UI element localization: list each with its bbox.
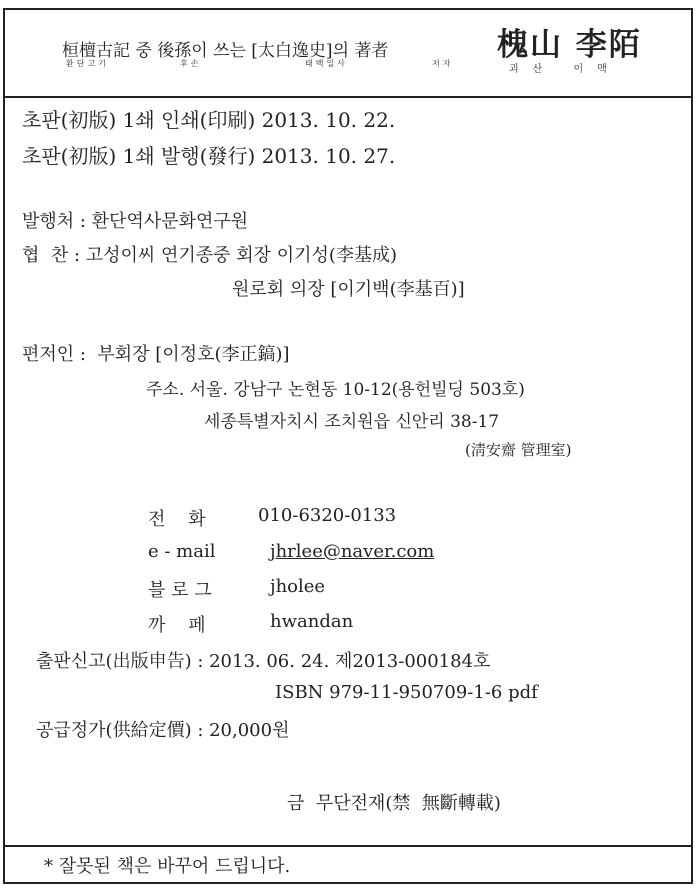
cafe-value: hwandan (270, 611, 354, 632)
registration-line: 출판신고(出版申告) : 2013. 06. 24. 제2013-000184호 (36, 651, 491, 672)
email-link[interactable]: jhrlee@naver.com (270, 541, 435, 562)
footer-note: * 잘못된 책은 바꾸어 드립니다. (44, 856, 291, 877)
cafe-label: 까 페 (148, 615, 206, 636)
header-divider (3, 96, 693, 98)
publisher-line: 발행처 : 환단역사문화연구원 (22, 211, 249, 232)
sponsor-line-2: 원로회 의장 [이기백(李基百)] (232, 279, 465, 300)
address-line-1: 주소. 서울. 강남구 논현동 10-12(용헌빌딩 503호) (146, 380, 525, 400)
series-ruby-2: 후손 (180, 59, 202, 68)
series-ruby-3: 태백일사 (305, 59, 348, 68)
blog-label: 블 로 그 (148, 580, 212, 601)
series-ruby: 환단고기 (66, 59, 109, 68)
isbn-line: ISBN 979-11-950709-1-6 pdf (275, 682, 538, 703)
copyright-notice: 금 무단전재(禁 無斷轉載) (287, 793, 501, 814)
author-name: 槐山 李陌 (497, 27, 642, 63)
address-line-2: 세종특별자치시 조치원읍 신안리 38-17 (204, 412, 500, 432)
author-ruby: 괴산 이맥 (509, 64, 621, 75)
edition-print-line: 초판(初版) 1쇄 인쇄(印刷) 2013. 10. 22. (22, 108, 396, 132)
email-label: e - mail (148, 541, 216, 562)
sponsor-line: 협 찬 : 고성이씨 연기종중 회장 이기성(李基成) (22, 245, 397, 266)
edition-publish-line: 초판(初版) 1쇄 발행(發行) 2013. 10. 27. (22, 144, 396, 168)
phone-label: 전 화 (148, 509, 206, 530)
series-line: 桓檀古記 중 後孫이 쓰는 [太白逸史]의 著者 (62, 41, 389, 61)
footer-divider (3, 845, 693, 847)
series-ruby-4: 저자 (432, 59, 454, 68)
blog-value: jholee (270, 576, 326, 597)
editor-line: 편저인 : 부회장 [이정호(李正鎬)] (22, 344, 290, 365)
price-line: 공급정가(供給定價) : 20,000원 (36, 720, 290, 741)
phone-value: 010-6320-0133 (258, 505, 397, 526)
address-line-3: (淸安齋 管理室) (465, 441, 572, 459)
